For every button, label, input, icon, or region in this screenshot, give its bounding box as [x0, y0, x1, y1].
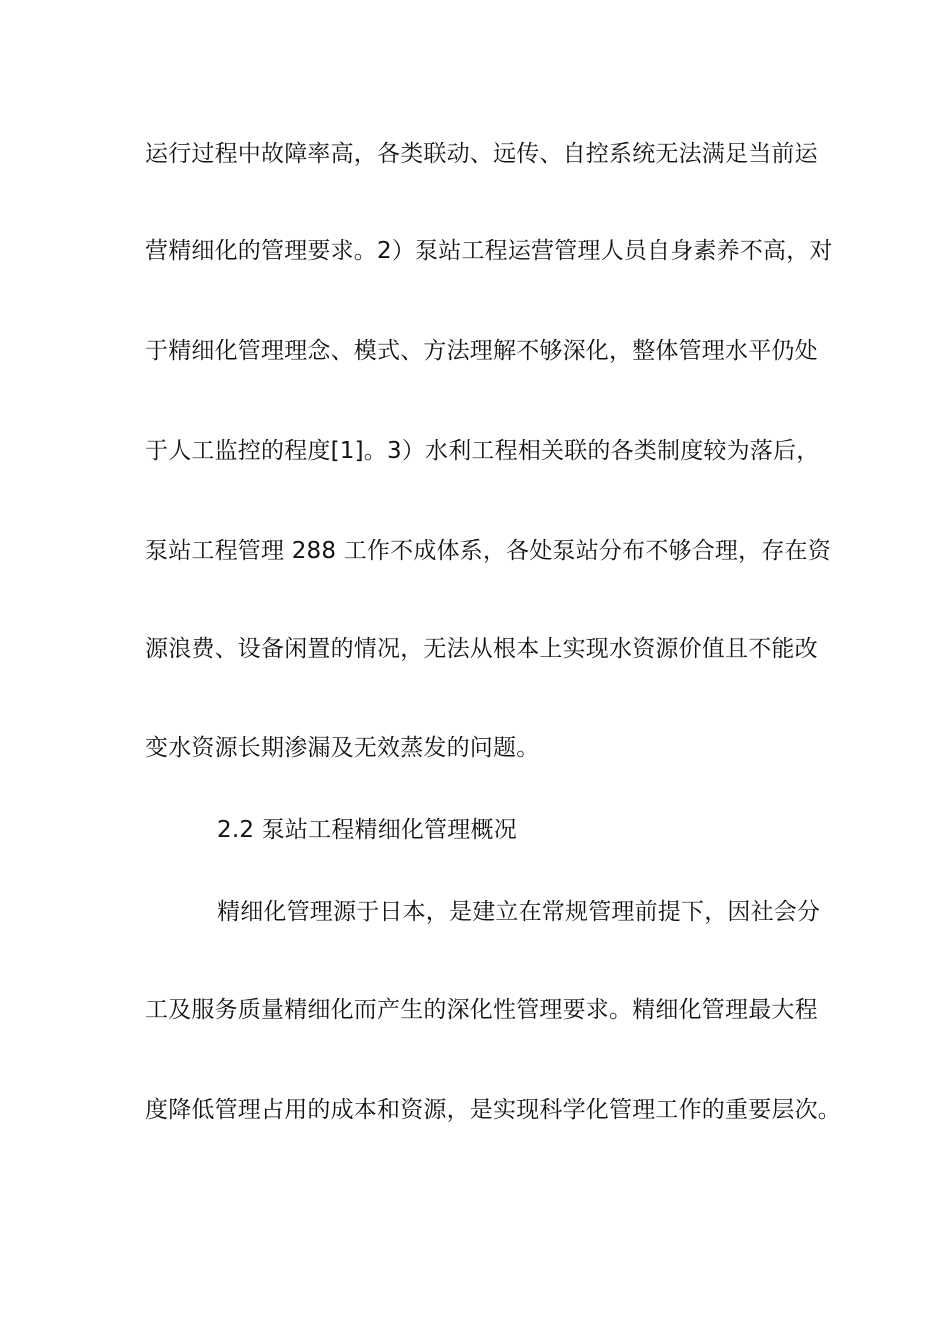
section-heading: 2.2 泵站工程精细化管理概况	[217, 817, 517, 843]
paragraph-2-line-2: 工及服务质量精细化而产生的深化性管理要求。精细化管理最大程	[145, 997, 818, 1023]
paragraph-1-line-3: 于精细化管理理念、模式、方法理解不够深化，整体管理水平仍处	[145, 338, 818, 364]
paragraph-1-line-7: 变水资源长期渗漏及无效蒸发的问题。	[145, 735, 540, 761]
paragraph-1-line-4: 于人工监控的程度[1]。3）水利工程相关联的各类制度较为落后，	[145, 438, 820, 464]
paragraph-1-line-6: 源浪费、设备闲置的情况，无法从根本上实现水资源价值且不能改	[145, 636, 818, 662]
paragraph-1-line-2: 营精细化的管理要求。2）泵站工程运营管理人员自身素养不高，对	[145, 238, 833, 264]
paragraph-1-line-5: 泵站工程管理 288 工作不成体系，各处泵站分布不够合理，存在资	[145, 538, 831, 564]
paragraph-2-line-1: 精细化管理源于日本，是建立在常规管理前提下，因社会分	[217, 899, 821, 925]
paragraph-1-line-1: 运行过程中故障率高，各类联动、远传、自控系统无法满足当前运	[145, 141, 818, 167]
paragraph-2-line-3: 度降低管理占用的成本和资源，是实现科学化管理工作的重要层次。	[145, 1097, 841, 1123]
